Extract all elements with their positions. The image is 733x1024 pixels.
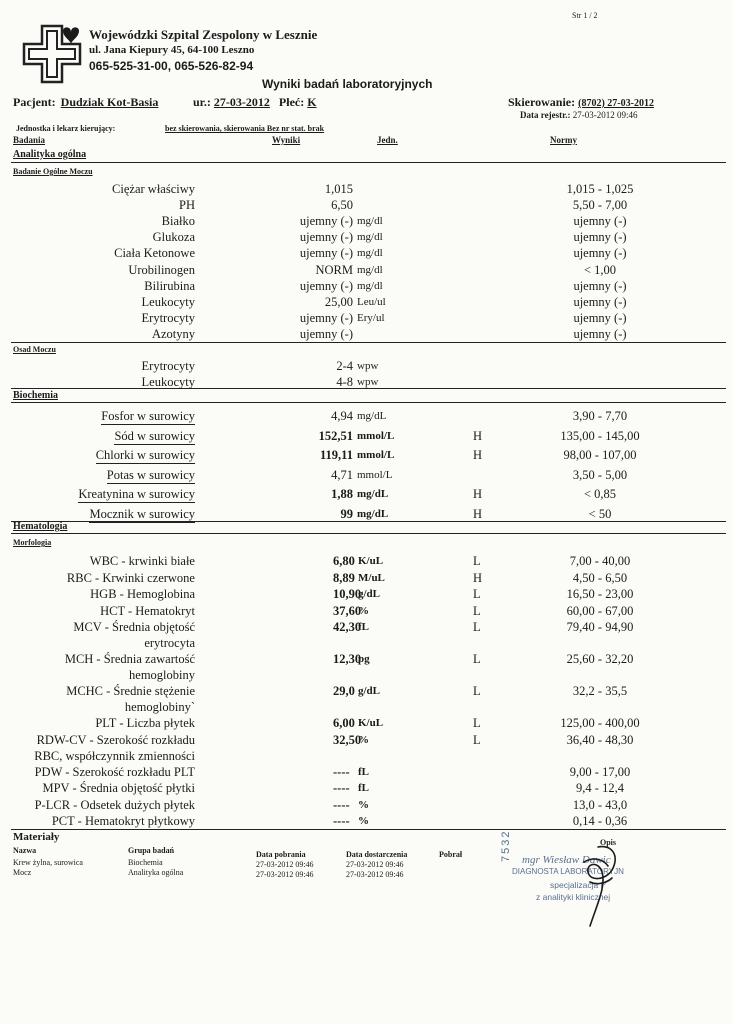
test-name: MCV - Średnia objętość [73, 620, 195, 634]
result-flag: L [473, 732, 481, 747]
result-value: 4,94 [331, 409, 353, 423]
result-unit: K/uL [358, 717, 384, 729]
reference-range: ujemny (-) [573, 214, 627, 229]
result-row [0, 229, 733, 245]
result-flag: H [473, 570, 483, 585]
result-unit: fL [358, 765, 369, 778]
result-unit: mg/dl [357, 247, 383, 260]
test-name: PCT - Hematokryt płytkowy [51, 814, 195, 828]
material-group: Biochemia [128, 858, 163, 867]
test-name: MCH - Średnia zawartość [64, 652, 195, 666]
result-row [0, 764, 733, 780]
test-name: Urobilinogen [128, 262, 195, 277]
stamp-number: 7532 [500, 829, 512, 862]
result-row [0, 358, 733, 374]
reference-range: < 0,85 [583, 487, 617, 502]
result-unit: mg/dl [357, 215, 383, 228]
result-row [0, 326, 733, 342]
result-row [0, 294, 733, 310]
result-row [0, 603, 733, 619]
result-flag: L [473, 620, 481, 634]
birth-date-info [193, 95, 317, 110]
reference-range: < 1,00 [583, 262, 617, 277]
reference-range: 9,00 - 17,00 [569, 764, 631, 779]
result-value: ---- [333, 814, 350, 828]
result-value: 37,60 [333, 603, 362, 618]
result-unit: % [358, 733, 369, 746]
test-name: Fosfor w surowicy [101, 409, 195, 423]
result-value: 152,51 [318, 428, 353, 443]
result-value: ---- [333, 781, 350, 795]
registration-label: Data rejestr.: [520, 110, 571, 120]
result-unit: wpw [357, 376, 379, 388]
stamp-line4: z analityki klinicznej [536, 892, 611, 902]
result-flag: H [473, 487, 483, 502]
materials-header-delivered: Data dostarczenia [346, 850, 408, 859]
reference-range: ujemny (-) [573, 278, 627, 293]
test-name-continued: hemoglobiny [129, 668, 195, 682]
result-row [0, 310, 733, 326]
result-row [0, 780, 733, 796]
reference-range: 36,40 - 48,30 [566, 732, 634, 747]
test-name: Kreatynina w surowicy [78, 487, 195, 502]
result-row [0, 651, 733, 681]
document-title: Wyniki badań laboratoryjnych [262, 77, 433, 91]
materials-header-group: Grupa badań [128, 846, 175, 855]
test-name: PH [179, 198, 195, 213]
result-unit: fL [358, 782, 369, 794]
result-value: 4,71 [331, 467, 353, 482]
stamp-line1: mgr Wiesław Dawic [522, 854, 611, 866]
result-value: 8,89 [333, 570, 355, 585]
materials-title: Materiały [13, 831, 60, 843]
header-tests: Badania [13, 135, 46, 145]
unit-label: Jednostka i lekarz kierujący: [16, 124, 116, 133]
result-value: 42,30 [333, 620, 362, 634]
result-flag: H [473, 428, 483, 443]
referral-value: (8702) 27-03-2012 [578, 98, 654, 109]
result-value: 1,88 [331, 487, 353, 502]
test-name: Erytrocyty [141, 359, 195, 373]
hospital-name: Wojewódzki Szpital Zespolony w Lesznie [89, 27, 318, 42]
material-group: Analityka ogólna [128, 868, 184, 877]
material-name: Mocz [13, 868, 32, 877]
reference-range: 125,00 - 400,00 [560, 716, 640, 730]
result-unit: wpw [357, 360, 379, 372]
header-norms: Normy [550, 135, 577, 145]
result-unit: pg [358, 653, 370, 665]
result-row [0, 428, 733, 444]
result-unit: mg/dL [357, 410, 387, 422]
result-row [0, 408, 733, 424]
divider [11, 521, 726, 522]
test-name-continued: erytrocyta [144, 636, 195, 650]
reference-range: 3,90 - 7,70 [572, 409, 628, 423]
result-unit: mmol/L [357, 449, 395, 462]
test-name: Ciężar właściwy [112, 182, 195, 196]
test-name: Glukoza [152, 230, 195, 245]
result-value: 6,80 [333, 554, 355, 568]
result-value: ---- [333, 797, 350, 812]
test-name: PLT - Liczba płytek [95, 716, 195, 730]
result-value: 29,0 [333, 684, 355, 698]
test-name: Sód w surowicy [114, 428, 195, 443]
section-badanie-moczu: Badanie Ogólne Moczu [13, 167, 93, 176]
result-value: ujemny (-) [299, 214, 353, 229]
result-unit: Ery/ul [357, 311, 385, 324]
signature [568, 842, 628, 932]
result-flag: L [473, 554, 481, 568]
test-name: MCHC - Średnie stężenie [66, 684, 195, 698]
result-unit: % [358, 815, 369, 827]
reference-range: 3,50 - 5,00 [572, 467, 628, 482]
result-value: 1,015 [324, 182, 353, 196]
header-results: Wyniki [272, 135, 301, 145]
result-value: 2-4 [336, 359, 353, 373]
sex-label: Płeć: [278, 95, 305, 109]
result-row [0, 553, 733, 569]
material-taken: 27-03-2012 09:46 [256, 860, 314, 869]
test-name: Erytrocyty [141, 310, 195, 325]
result-unit: mg/dl [357, 263, 383, 276]
result-flag: L [473, 684, 481, 698]
page-number: Str 1 / 2 [572, 11, 598, 20]
result-row [0, 570, 733, 586]
reference-range: 32,2 - 35,5 [572, 684, 628, 698]
result-value: ujemny (-) [299, 230, 353, 245]
result-flag: L [473, 652, 481, 666]
result-row [0, 619, 733, 649]
reference-range: 13,0 - 43,0 [572, 797, 628, 812]
test-name: Leukocyty [141, 294, 195, 309]
reference-range: 5,50 - 7,00 [572, 198, 628, 213]
reference-range: 4,50 - 6,50 [572, 570, 628, 585]
result-unit: g/dL [358, 685, 381, 697]
divider [11, 342, 726, 343]
result-value: 25,00 [324, 294, 353, 309]
reference-range: ujemny (-) [573, 230, 627, 245]
reference-range: 16,50 - 23,00 [566, 587, 634, 601]
hospital-address: ul. Jana Kiepury 45, 64-100 Leszno [89, 44, 255, 56]
result-unit: g/dL [358, 588, 381, 600]
result-value: ---- [333, 764, 350, 779]
result-unit: Leu/ul [357, 295, 386, 308]
result-row [0, 262, 733, 278]
result-flag: H [473, 448, 483, 463]
test-name: Leukocyty [141, 375, 195, 389]
result-row [0, 467, 733, 483]
divider [11, 402, 726, 403]
test-name: Chlorki w surowicy [95, 448, 195, 463]
result-row [0, 278, 733, 294]
result-unit: fL [358, 621, 369, 633]
result-unit: mg/dL [357, 488, 389, 501]
result-unit: % [358, 604, 369, 617]
test-name: Ciała Ketonowe [114, 246, 195, 261]
hospital-phones: 065-525-31-00, 065-526-82-94 [89, 59, 254, 73]
test-name: HCT - Hematokryt [100, 603, 195, 618]
result-unit: mg/dl [357, 279, 383, 292]
stamp-line3: specjalizacja I° [550, 880, 607, 890]
reference-range: 1,015 - 1,025 [566, 182, 634, 196]
result-row [0, 813, 733, 829]
section-osad: Osad Moczu [13, 345, 56, 354]
material-delivered: 27-03-2012 09:46 [346, 860, 404, 869]
referral-info [508, 95, 654, 110]
result-row [0, 213, 733, 229]
registration-value: 27-03-2012 09:46 [572, 110, 638, 120]
result-flag: L [473, 716, 481, 730]
test-name: RBC - Krwinki czerwone [66, 570, 195, 585]
result-unit: mmol/L [357, 429, 395, 442]
divider [11, 829, 726, 830]
result-unit: mg/dl [357, 231, 383, 244]
test-name: P-LCR - Odsetek dużych płytek [34, 797, 195, 812]
materials-header-taken: Data pobrania [256, 850, 306, 859]
result-value: 4-8 [336, 375, 353, 389]
result-unit: % [358, 798, 369, 811]
divider [11, 533, 726, 534]
header-units: Jedn. [377, 135, 398, 145]
reference-range: 135,00 - 145,00 [560, 428, 640, 443]
material-name: Krew żylna, surowica [13, 858, 83, 867]
test-name-continued: RBC, współczynnik zmienności [34, 748, 195, 763]
patient-info [13, 95, 158, 110]
material-delivered: 27-03-2012 09:46 [346, 870, 404, 879]
test-name: WBC - krwinki białe [89, 554, 195, 568]
sex-value: K [307, 95, 317, 109]
result-flag: H [473, 507, 483, 521]
result-value: ujemny (-) [299, 326, 353, 341]
patient-name: Dudziak Kot-Basia [60, 95, 159, 109]
birth-date: 27-03-2012 [213, 95, 270, 109]
section-biochemia: Biochemia [13, 390, 58, 401]
reference-range: 98,00 - 107,00 [563, 448, 637, 463]
result-unit: M/uL [358, 571, 385, 584]
reference-range: 79,40 - 94,90 [566, 620, 634, 634]
result-row [0, 506, 733, 522]
reference-range: ujemny (-) [573, 326, 627, 341]
section-analityka: Analityka ogólna [13, 149, 87, 160]
result-value: 99 [340, 507, 353, 521]
result-row [0, 197, 733, 213]
result-row [0, 715, 733, 731]
result-flag: L [473, 603, 481, 618]
test-name: HGB - Hemoglobina [90, 587, 195, 601]
unit-value: bez skierowania, skierowania Bez nr stat. brak [165, 124, 325, 133]
result-row [0, 181, 733, 197]
test-name: Azotyny [151, 326, 195, 341]
result-value: 10,90 [333, 587, 362, 601]
result-row [0, 245, 733, 261]
test-name: RDW-CV - Szerokość rozkładu [36, 732, 195, 747]
result-row [0, 486, 733, 502]
result-value: 119,11 [320, 448, 353, 463]
result-row [0, 447, 733, 463]
patient-label: Pacjent: [13, 95, 56, 109]
materials-header-pobral: Pobrał [439, 850, 463, 859]
result-value: ujemny (-) [299, 246, 353, 261]
reference-range: ujemny (-) [573, 246, 627, 261]
materials-header-opis: Opis [600, 838, 617, 847]
result-flag: L [473, 587, 481, 601]
reference-range: 60,00 - 67,00 [566, 603, 634, 618]
stamp-line2: DIAGNOSTA LABORATORYJN [512, 867, 624, 876]
reference-range: < 50 [588, 507, 612, 521]
result-value: 6,00 [333, 716, 355, 730]
result-row [0, 586, 733, 602]
divider [11, 162, 726, 163]
hospital-logo [22, 24, 82, 84]
material-taken: 27-03-2012 09:46 [256, 870, 314, 879]
registration-info [520, 110, 637, 120]
result-unit: mg/dL [357, 508, 389, 520]
section-hematologia: Hematologia [13, 521, 68, 532]
result-row [0, 683, 733, 713]
test-name: MPV - Średnia objętość płytki [42, 781, 195, 795]
test-name: Potas w surowicy [106, 467, 195, 482]
test-name: Mocznik w surowicy [89, 507, 195, 521]
materials-header-name: Nazwa [13, 846, 37, 855]
test-name: Bilirubina [144, 278, 195, 293]
divider [11, 388, 726, 389]
section-morfologia: Morfologia [13, 538, 52, 547]
test-name: Białko [161, 214, 195, 229]
reference-range: 0,14 - 0,36 [572, 814, 628, 828]
referral-label: Skierowanie: [508, 95, 576, 109]
result-value: NORM [315, 262, 353, 277]
reference-range: ujemny (-) [573, 310, 627, 325]
result-value: ujemny (-) [299, 310, 353, 325]
result-unit: mmol/L [357, 468, 393, 481]
reference-range: 7,00 - 40,00 [569, 554, 631, 568]
reference-range: ujemny (-) [573, 294, 627, 309]
reference-range: 9,4 - 12,4 [576, 781, 624, 795]
result-value: ujemny (-) [299, 278, 353, 293]
result-value: 32,50 [333, 732, 362, 747]
birth-label: ur.: [193, 95, 211, 109]
result-value: 6,50 [331, 198, 353, 213]
result-unit: K/uL [358, 555, 384, 567]
test-name: PDW - Szerokość rozkładu PLT [34, 764, 195, 779]
result-row [0, 732, 733, 762]
reference-range: 25,60 - 32,20 [566, 652, 634, 666]
test-name-continued: hemoglobiny` [124, 700, 195, 714]
result-row [0, 797, 733, 813]
result-value: 12,30 [333, 652, 362, 666]
